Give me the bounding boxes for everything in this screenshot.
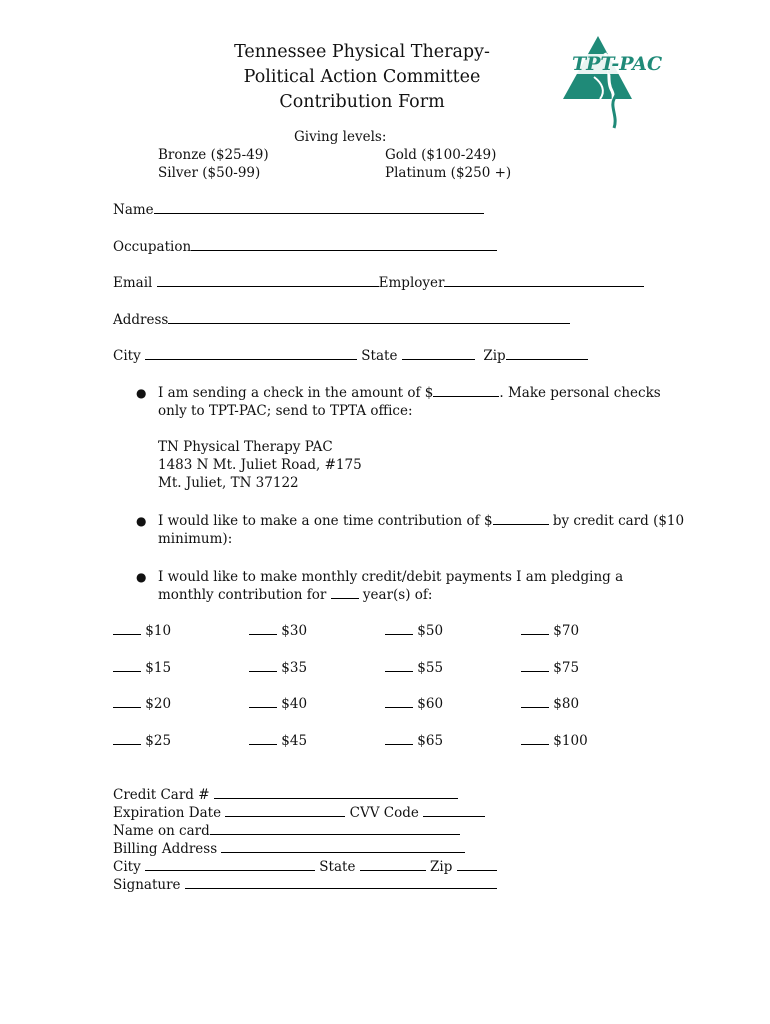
amount-option [521,623,579,639]
amount-label: $40 [281,696,308,712]
silver-level: Silver ($50-99) [158,165,261,181]
city-label: City [113,348,141,364]
monthly-line-1: I would like to make monthly credit/debit payments I am pledging a [158,569,624,585]
amount-checkbox-10[interactable] [113,633,141,635]
check-text-2: . Make personal checks [499,385,661,401]
amount-checkbox-60[interactable] [385,706,413,708]
logo-text: TPT-PAC [572,53,663,75]
tpt-pac-logo [560,33,663,133]
bullet-icon: ● [136,514,147,528]
expiration-label: Expiration Date [113,805,222,821]
one-time-line-1 [158,513,684,529]
signature-field[interactable] [185,887,497,889]
one-time-amount-field[interactable] [493,523,549,525]
billing-state-field[interactable] [360,869,426,871]
signature-label: Signature [113,877,181,893]
amount-label: $10 [145,623,172,639]
zip-label: Zip [483,348,506,364]
amount-label: $50 [417,623,444,639]
address-label: Address [113,312,169,328]
amount-checkbox-100[interactable] [521,743,549,745]
giving-levels-header: Giving levels: [294,129,387,145]
form-title-line-2: Political Action Committee [243,67,481,87]
state-label: State [361,348,398,364]
billing-address-row [113,841,465,857]
occupation-label: Occupation [113,239,192,255]
amount-option [521,733,588,749]
platinum-level: Platinum ($250 +) [385,165,512,181]
amount-option [385,696,443,712]
form-title-line-3: Contribution Form [279,92,445,112]
name-on-card-field[interactable] [210,833,460,835]
amount-option [249,696,307,712]
name-row [113,202,484,218]
check-line-2: only to TPT-PAC; send to TPTA office: [158,403,413,419]
amount-label: $35 [281,660,308,676]
amount-checkbox-15[interactable] [113,670,141,672]
amount-label: $70 [553,623,580,639]
amount-label: $100 [553,733,588,749]
occupation-row [113,239,497,255]
billing-city-label: City [113,859,141,875]
amount-label: $15 [145,660,172,676]
billing-zip-label: Zip [430,859,453,875]
name-on-card-label: Name on card [113,823,210,839]
amount-checkbox-65[interactable] [385,743,413,745]
amount-label: $80 [553,696,580,712]
amount-option [249,660,307,676]
name-field[interactable] [154,212,484,214]
amount-checkbox-80[interactable] [521,706,549,708]
form-title-line-1: Tennessee Physical Therapy- [234,42,490,62]
billing-address-label: Billing Address [113,841,218,857]
amount-option [385,733,443,749]
amount-label: $30 [281,623,308,639]
name-label: Name [113,202,154,218]
employer-label: Employer [378,275,445,291]
monthly-text-1: monthly contribution for [158,587,331,603]
one-time-text-2: by credit card ($10 [548,513,685,529]
amount-option [249,623,307,639]
amount-checkbox-20[interactable] [113,706,141,708]
amount-checkbox-35[interactable] [249,670,277,672]
address-field[interactable] [168,322,570,324]
employer-field[interactable] [444,285,644,287]
billing-city-row [113,859,497,875]
amount-checkbox-55[interactable] [385,670,413,672]
amount-label: $25 [145,733,172,749]
amount-label: $45 [281,733,308,749]
billing-state-label: State [319,859,356,875]
amount-checkbox-25[interactable] [113,743,141,745]
amount-checkbox-75[interactable] [521,670,549,672]
check-line-1 [158,385,661,401]
address-row [113,312,570,328]
mailing-address-3: Mt. Juliet, TN 37122 [158,475,299,491]
mailing-address-2: 1483 N Mt. Juliet Road, #175 [158,457,362,473]
monthly-line-2 [158,587,432,603]
amount-label: $65 [417,733,444,749]
occupation-field[interactable] [191,249,497,251]
name-on-card-row [113,823,460,839]
email-field[interactable] [157,285,379,287]
cvv-label: CVV Code [349,805,419,821]
amount-checkbox-50[interactable] [385,633,413,635]
signature-row [113,877,497,893]
email-employer-row [113,275,644,291]
zip-field[interactable] [506,358,588,360]
bronze-level: Bronze ($25-49) [158,147,269,163]
check-text-1: I am sending a check in the amount of $ [158,385,434,401]
billing-address-field[interactable] [221,851,465,853]
amount-option [385,660,443,676]
amount-option [113,696,171,712]
amount-label: $55 [417,660,444,676]
amount-checkbox-70[interactable] [521,633,549,635]
bullet-icon: ● [136,386,147,400]
years-field[interactable] [331,597,359,599]
bullet-icon: ● [136,570,147,584]
amount-option [521,660,579,676]
amount-checkbox-40[interactable] [249,706,277,708]
expiration-field[interactable] [225,815,345,817]
cvv-field[interactable] [423,815,485,817]
city-field[interactable] [145,358,357,360]
card-number-label: Credit Card # [113,787,210,803]
billing-zip-field[interactable] [457,869,497,871]
amount-checkbox-45[interactable] [249,743,277,745]
monthly-text-2: year(s) of: [358,587,433,603]
amount-option [385,623,443,639]
one-time-text-1: I would like to make a one time contribution of $ [158,513,493,529]
amount-option [113,660,171,676]
billing-city-field[interactable] [145,869,315,871]
gold-level: Gold ($100-249) [385,147,497,163]
mailing-address-1: TN Physical Therapy PAC [158,439,333,455]
email-label: Email [113,275,153,291]
amount-option [249,733,307,749]
card-number-row [113,787,458,803]
amount-label: $75 [553,660,580,676]
amount-option [113,733,171,749]
amount-option [113,623,171,639]
city-state-zip-row [113,348,588,364]
one-time-line-2: minimum): [158,531,233,547]
amount-checkbox-30[interactable] [249,633,277,635]
state-field[interactable] [402,358,475,360]
amount-option [521,696,579,712]
check-amount-field[interactable] [433,395,499,397]
expiration-row [113,805,485,821]
logo-triangle-icon [560,33,663,133]
amount-label: $20 [145,696,172,712]
amount-label: $60 [417,696,444,712]
card-number-field[interactable] [214,797,458,799]
